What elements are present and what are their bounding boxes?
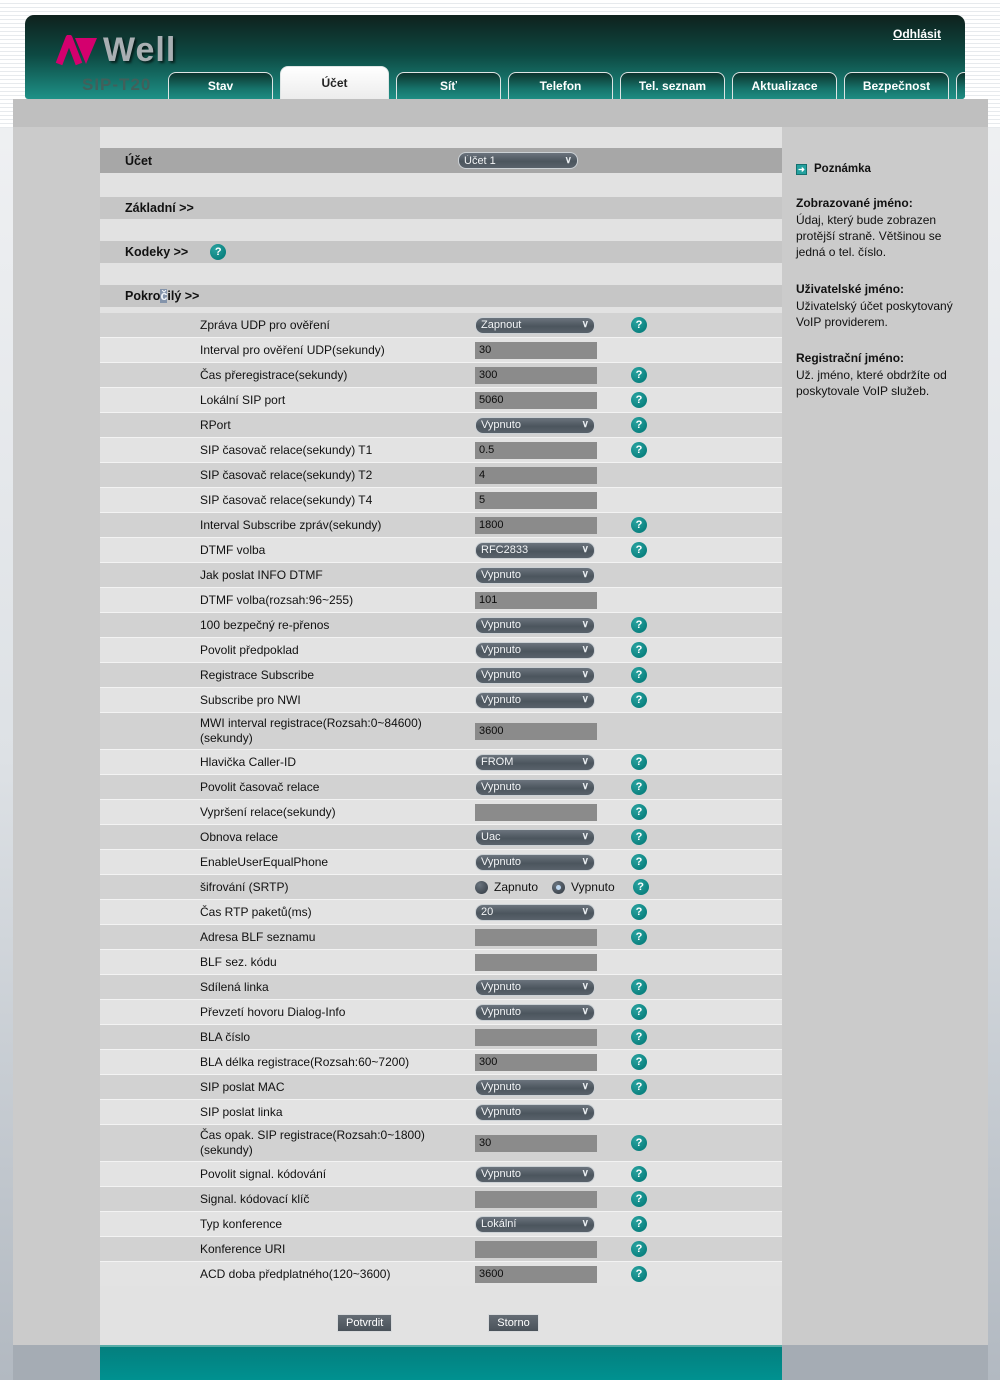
footer-left [13, 1345, 100, 1380]
setting-control [475, 1191, 615, 1208]
setting-label: SIP poslat MAC [200, 1079, 285, 1094]
settings-row [100, 875, 782, 899]
settings-row [100, 750, 782, 774]
setting-select[interactable] [475, 1104, 595, 1121]
help-icon[interactable]: ? [631, 1266, 647, 1282]
well-logo-icon [55, 35, 99, 67]
settings-row [100, 463, 782, 487]
setting-label: SIP časovač relace(sekundy) T2 [200, 467, 373, 482]
chevron-down-icon: ∨ [581, 1081, 589, 1092]
setting-select[interactable] [475, 854, 595, 871]
settings-row [100, 900, 782, 924]
setting-input[interactable] [475, 954, 597, 971]
setting-label: Interval pro ověření UDP(sekundy) [200, 342, 385, 357]
settings-row [100, 1162, 782, 1186]
settings-row [100, 338, 782, 362]
help-icon[interactable]: ? [631, 1216, 647, 1232]
chevron-down-icon: ∨ [581, 1006, 589, 1017]
setting-select[interactable] [475, 979, 595, 996]
select-value: Vypnuto [481, 669, 521, 681]
radio-label: Zapnuto [494, 880, 539, 894]
setting-control [475, 667, 615, 684]
setting-label: Registrace Subscribe [200, 667, 315, 682]
select-value: FROM [481, 756, 514, 768]
setting-control [475, 317, 615, 334]
setting-input[interactable] [475, 367, 597, 384]
setting-label: Povolit signal. kódování [200, 1166, 327, 1181]
help-icon[interactable]: ? [631, 929, 647, 945]
select-value: Zapnout [481, 319, 522, 331]
tab-telefon[interactable]: Telefon [508, 72, 613, 99]
note-text: Údaj, který bude zobrazen protější straně. Většinou se jedná o tel. číslo. [796, 213, 942, 260]
help-icon[interactable]: ? [631, 904, 647, 920]
arrow-right-icon: ➜ [796, 164, 807, 175]
radio-zapnuto[interactable] [475, 881, 488, 894]
setting-input[interactable] [475, 442, 597, 459]
chevron-down-icon: ∨ [581, 319, 589, 330]
setting-control [475, 754, 615, 771]
setting-input[interactable] [475, 517, 597, 534]
setting-control [475, 1079, 615, 1096]
setting-control [475, 779, 615, 796]
setting-input[interactable] [475, 342, 597, 359]
select-value: Vypnuto [481, 644, 521, 656]
setting-input[interactable] [475, 1029, 597, 1046]
help-icon[interactable]: ? [631, 1054, 647, 1070]
footer-right [782, 1345, 988, 1380]
settings-row [100, 1100, 782, 1124]
chevron-down-icon: ∨ [581, 694, 589, 705]
note-text: Už. jméno, které obdržíte od poskytovale VoIP služeb. [796, 367, 947, 399]
help-icon[interactable]: ? [631, 642, 647, 658]
settings-row [100, 1050, 782, 1074]
chevron-down-icon: ∨ [564, 154, 572, 166]
help-icon[interactable]: ? [631, 692, 647, 708]
setting-select[interactable] [475, 779, 595, 796]
settings-row [100, 488, 782, 512]
setting-label: Zpráva UDP pro ověření [200, 317, 330, 332]
help-icon[interactable]: ? [631, 1079, 647, 1095]
note-item [796, 351, 972, 399]
setting-control [475, 467, 615, 484]
settings-row [100, 663, 782, 687]
note-text: Uživatelský účet poskytovaný VoIP providerem. [796, 298, 953, 329]
setting-control [475, 392, 615, 409]
setting-control [475, 442, 615, 459]
settings-row [100, 588, 782, 612]
setting-input[interactable] [475, 929, 597, 946]
setting-label: Lokální SIP port [200, 392, 286, 407]
account-header-row [100, 148, 782, 173]
setting-control [475, 1266, 615, 1283]
setting-control [475, 1166, 615, 1183]
help-icon[interactable]: ? [631, 1135, 647, 1151]
settings-row [100, 1237, 782, 1261]
setting-control [475, 723, 615, 740]
setting-label: Jak poslat INFO DTMF [200, 567, 323, 582]
brand-name: Well [103, 31, 177, 69]
setting-label: Povolit předpoklad [200, 642, 299, 657]
select-value: Vypnuto [481, 1106, 521, 1118]
chevron-down-icon: ∨ [581, 856, 589, 867]
logout-link[interactable]: Odhlásit [892, 27, 941, 41]
main-content [100, 127, 782, 1345]
note-sidebar [782, 127, 988, 1345]
setting-label: DTMF volba(rozsah:96~255) [200, 592, 354, 607]
note-item [796, 282, 972, 330]
settings-rows [100, 313, 782, 1286]
setting-select[interactable] [475, 692, 595, 709]
setting-label: SIP časovač relace(sekundy) T4 [200, 492, 373, 507]
setting-input[interactable] [475, 592, 597, 609]
select-value: Vypnuto [481, 569, 521, 581]
setting-label: Převzetí hovoru Dialog-Info [200, 1004, 346, 1019]
setting-control [475, 954, 615, 971]
tab-bar [168, 66, 965, 99]
tab-partial [956, 72, 965, 99]
settings-row [100, 1075, 782, 1099]
setting-control [475, 880, 623, 894]
settings-row [100, 850, 782, 874]
radio-group [475, 880, 623, 894]
settings-row [100, 800, 782, 824]
setting-control [475, 1135, 615, 1152]
select-value: Vypnuto [481, 981, 521, 993]
chevron-down-icon: ∨ [581, 669, 589, 680]
setting-control [475, 979, 615, 996]
tab-stav[interactable]: Stav [168, 72, 273, 99]
help-icon[interactable]: ? [631, 667, 647, 683]
help-icon[interactable]: ? [631, 1166, 647, 1182]
select-value: Vypnuto [481, 856, 521, 868]
section-codecs[interactable]: Kodeky >> ? [100, 241, 782, 263]
setting-select[interactable] [475, 829, 595, 846]
setting-input[interactable] [475, 1266, 597, 1283]
setting-input[interactable] [475, 804, 597, 821]
setting-control [475, 904, 615, 921]
settings-row [100, 638, 782, 662]
help-icon[interactable]: ? [631, 1191, 647, 1207]
section-basic[interactable]: Základní >> [100, 197, 782, 219]
setting-input[interactable] [475, 492, 597, 509]
setting-label: BLA číslo [200, 1029, 251, 1044]
settings-row [100, 1212, 782, 1236]
cancel-button[interactable]: Storno [488, 1314, 538, 1332]
setting-input[interactable] [475, 1191, 597, 1208]
setting-input[interactable] [475, 1135, 597, 1152]
select-value: Vypnuto [481, 694, 521, 706]
chevron-down-icon: ∨ [581, 781, 589, 792]
setting-label: Sdílená linka [200, 979, 269, 994]
setting-label: DTMF volba [200, 542, 266, 557]
setting-select[interactable] [475, 667, 595, 684]
chevron-down-icon: ∨ [581, 831, 589, 842]
settings-row [100, 563, 782, 587]
setting-control [475, 1104, 615, 1121]
chevron-down-icon: ∨ [581, 906, 589, 917]
setting-select[interactable] [475, 1216, 595, 1233]
help-icon[interactable]: ? [631, 392, 647, 408]
chevron-down-icon: ∨ [581, 981, 589, 992]
settings-row [100, 613, 782, 637]
help-icon[interactable]: ? [631, 317, 647, 333]
setting-control [475, 592, 615, 609]
help-icon[interactable]: ? [631, 517, 647, 533]
setting-input[interactable] [475, 1054, 597, 1071]
setting-select[interactable] [475, 617, 595, 634]
setting-label: ACD doba předplatného(120~3600) [200, 1266, 391, 1281]
setting-control [475, 342, 615, 359]
setting-control [475, 367, 615, 384]
note-heading: Registrační jméno: [796, 350, 905, 365]
select-value: 20 [481, 906, 494, 918]
note-item [796, 196, 972, 261]
setting-label: Čas přeregistrace(sekundy) [200, 367, 348, 382]
setting-label: Konference URI [200, 1241, 286, 1256]
settings-row [100, 1000, 782, 1024]
setting-label: BLA délka registrace(Rozsah:60~7200) [200, 1054, 410, 1069]
help-icon[interactable]: ? [631, 1029, 647, 1045]
setting-label: Subscribe pro NWI [200, 692, 301, 707]
account-label: Účet [125, 153, 153, 168]
setting-label: Obnova relace [200, 829, 279, 844]
tab-aktualizace[interactable]: Aktualizace [732, 72, 837, 99]
help-icon[interactable]: ? [210, 244, 226, 260]
header [25, 15, 965, 99]
settings-row [100, 1125, 782, 1161]
setting-label: BLF sez. kódu [200, 954, 277, 969]
setting-input[interactable] [475, 1241, 597, 1258]
note-title: Poznámka [814, 163, 871, 175]
setting-control [475, 829, 615, 846]
select-value: Vypnuto [481, 1168, 521, 1180]
setting-select[interactable] [475, 542, 595, 559]
chevron-down-icon: ∨ [581, 1218, 589, 1229]
radio-vypnuto[interactable] [552, 881, 565, 894]
settings-row [100, 538, 782, 562]
settings-row [100, 1025, 782, 1049]
model-name: SIP-T20 [82, 75, 152, 94]
help-icon[interactable]: ? [633, 879, 649, 895]
setting-control [475, 929, 615, 946]
setting-label: Povolit časovač relace [200, 779, 320, 794]
setting-control [475, 617, 615, 634]
settings-row [100, 1187, 782, 1211]
setting-select[interactable] [475, 1079, 595, 1096]
chevron-down-icon: ∨ [581, 1106, 589, 1117]
setting-label: Typ konference [200, 1216, 283, 1231]
settings-row [100, 775, 782, 799]
help-icon[interactable]: ? [631, 854, 647, 870]
help-icon[interactable]: ? [631, 979, 647, 995]
settings-row [100, 975, 782, 999]
settings-row [100, 388, 782, 412]
setting-control [475, 567, 615, 584]
setting-label: Vypršení relace(sekundy) [200, 804, 336, 819]
help-icon[interactable]: ? [631, 1241, 647, 1257]
setting-control [475, 417, 615, 434]
setting-label: SIP časovač relace(sekundy) T1 [200, 442, 373, 457]
help-icon[interactable]: ? [631, 754, 647, 770]
setting-control [475, 1241, 615, 1258]
setting-control [475, 692, 615, 709]
left-gutter [13, 127, 100, 1345]
setting-select[interactable] [475, 1166, 595, 1183]
setting-input[interactable] [475, 467, 597, 484]
tab-ucet[interactable]: Účet [280, 66, 389, 99]
select-value: Vypnuto [481, 419, 521, 431]
setting-control [475, 854, 615, 871]
actions-row [100, 1314, 782, 1332]
settings-row [100, 413, 782, 437]
setting-select[interactable] [475, 754, 595, 771]
help-icon[interactable]: ? [631, 779, 647, 795]
setting-control [475, 642, 615, 659]
setting-label: Čas RTP paketů(ms) [200, 904, 312, 919]
footer-bar [100, 1345, 782, 1380]
selected-char: č [160, 289, 168, 303]
setting-control [475, 517, 615, 534]
setting-label: Čas opak. SIP registrace(Rozsah:0~1800) (sekundy) [200, 1128, 425, 1157]
note-title-row [796, 163, 972, 175]
radio-label: Vypnuto [571, 880, 615, 894]
select-value: RFC2833 [481, 544, 529, 556]
chevron-down-icon: ∨ [581, 644, 589, 655]
setting-label: SIP poslat linka [200, 1104, 283, 1119]
setting-label: šifrování (SRTP) [200, 879, 289, 894]
setting-control [475, 1216, 615, 1233]
chevron-down-icon: ∨ [581, 419, 589, 430]
settings-row [100, 438, 782, 462]
select-value: Lokální [481, 1218, 517, 1230]
note-heading: Zobrazované jméno: [796, 196, 913, 210]
account-select[interactable] [458, 152, 578, 169]
setting-control [475, 492, 615, 509]
setting-label: EnableUserEqualPhone [200, 854, 329, 869]
setting-control [475, 1029, 615, 1046]
settings-row [100, 950, 782, 974]
account-select-value: Účet 1 [464, 154, 496, 167]
settings-row [100, 363, 782, 387]
setting-label: Interval Subscribe zpráv(sekundy) [200, 517, 382, 532]
select-value: Uac [481, 831, 501, 843]
settings-row [100, 925, 782, 949]
select-value: Vypnuto [481, 781, 521, 793]
help-icon[interactable]: ? [631, 542, 647, 558]
chevron-down-icon: ∨ [581, 1168, 589, 1179]
settings-row [100, 713, 782, 749]
setting-select[interactable] [475, 904, 595, 921]
chevron-down-icon: ∨ [581, 544, 589, 555]
brand-logo [55, 31, 176, 70]
setting-input[interactable] [475, 392, 597, 409]
select-value: Vypnuto [481, 619, 521, 631]
setting-label: Hlavička Caller-ID [200, 754, 297, 769]
help-icon[interactable]: ? [631, 1004, 647, 1020]
setting-control [475, 804, 615, 821]
setting-select[interactable] [475, 642, 595, 659]
setting-control [475, 1054, 615, 1071]
top-band [13, 99, 988, 127]
setting-label: RPort [200, 417, 231, 432]
select-value: Vypnuto [481, 1081, 521, 1093]
setting-select[interactable] [475, 417, 595, 434]
chevron-down-icon: ∨ [581, 569, 589, 580]
settings-row [100, 825, 782, 849]
setting-select[interactable] [475, 317, 595, 334]
settings-row [100, 1262, 782, 1286]
help-icon[interactable]: ? [631, 804, 647, 820]
tab-sit[interactable]: Síť [396, 72, 501, 99]
setting-label: Signal. kódovací klíč [200, 1191, 310, 1206]
note-heading: Uživatelské jméno: [796, 281, 905, 296]
setting-label: 100 bezpečný re-přenos [200, 617, 330, 632]
settings-row [100, 313, 782, 337]
help-icon[interactable]: ? [631, 367, 647, 383]
help-icon[interactable]: ? [631, 617, 647, 633]
setting-input[interactable] [475, 723, 597, 740]
setting-select[interactable] [475, 1004, 595, 1021]
confirm-button[interactable]: Potvrdit [337, 1314, 392, 1332]
help-icon[interactable]: ? [631, 417, 647, 433]
setting-label: Adresa BLF seznamu [200, 929, 316, 944]
tab-tel-seznam[interactable]: Tel. seznam [620, 72, 725, 99]
settings-row [100, 513, 782, 537]
settings-row [100, 688, 782, 712]
chevron-down-icon: ∨ [581, 619, 589, 630]
setting-control [475, 542, 615, 559]
select-value: Vypnuto [481, 1006, 521, 1018]
help-icon[interactable]: ? [631, 442, 647, 458]
setting-label: MWI interval registrace(Rozsah:0~84600) (sekundy) [200, 716, 422, 745]
chevron-down-icon: ∨ [581, 756, 589, 767]
setting-select[interactable] [475, 567, 595, 584]
setting-control [475, 1004, 615, 1021]
tab-bezpecnost[interactable]: Bezpečnost [844, 72, 949, 99]
help-icon[interactable]: ? [631, 829, 647, 845]
section-advanced[interactable]: Pokročilý >> [100, 285, 782, 307]
